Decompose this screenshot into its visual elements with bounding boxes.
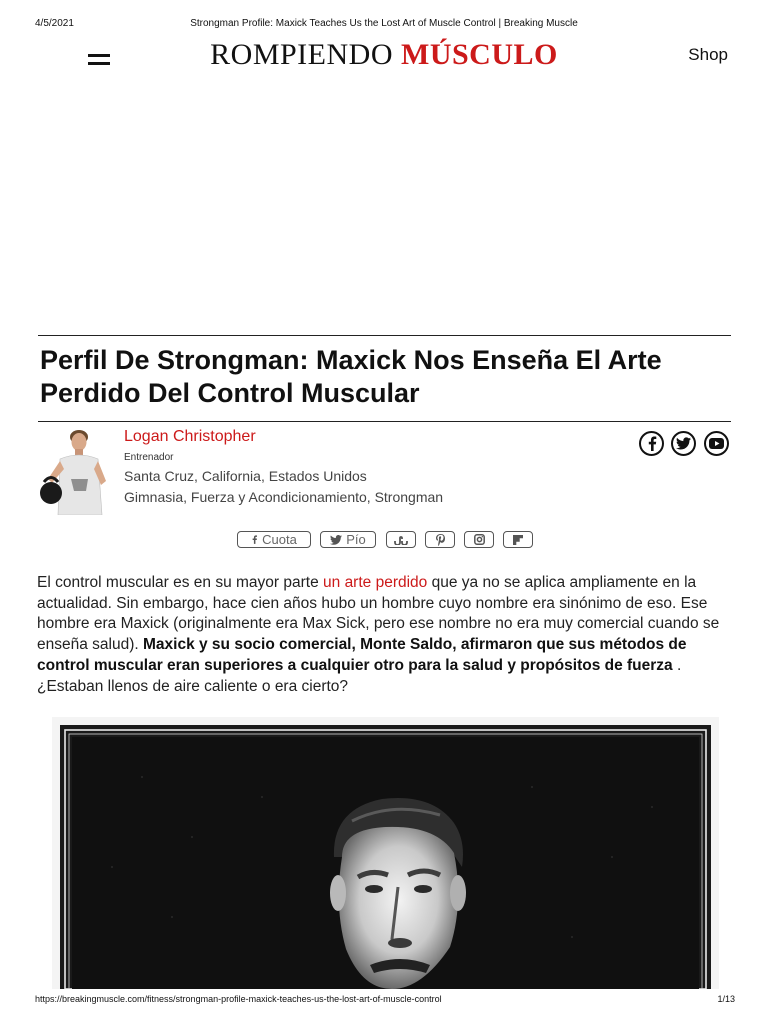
youtube-icon[interactable]	[704, 431, 729, 456]
share-stumbleupon-button[interactable]	[386, 531, 416, 548]
print-date: 4/5/2021	[35, 18, 74, 29]
article-title: Perfil De Strongman: Maxick Nos Enseña El Arte Perdido Del Control Muscular	[40, 345, 662, 408]
intro-text-1: El control muscular es en su mayor parte	[37, 574, 324, 591]
share-toolbar	[0, 531, 768, 551]
logo-word-rompiendo: ROMPIENDO	[210, 38, 393, 71]
flipboard-icon	[513, 535, 523, 545]
author-name-link[interactable]: Logan Christopher	[124, 428, 256, 445]
facebook-icon	[251, 534, 258, 545]
share-facebook-button[interactable]	[237, 531, 311, 548]
share-twitter-label: Pío	[346, 532, 366, 547]
author-topics: Gimnasia, Fuerza y Acondicionamiento, Strongman	[124, 489, 444, 505]
article-intro-paragraph	[37, 573, 737, 697]
print-url: https://breakingmuscle.com/fitness/strongman-profile-maxick-teaches-us-the-lost-art-of-muscle-control	[35, 994, 442, 1004]
maxick-vintage-photo	[52, 717, 719, 989]
shop-link[interactable]: Shop	[688, 45, 728, 64]
share-instagram-button[interactable]	[464, 531, 494, 548]
author-location: Santa Cruz, California, Estados Unidos	[124, 468, 367, 484]
logo-word-musculo: MÚSCULO	[401, 38, 558, 71]
share-facebook-label: Cuota	[262, 532, 297, 547]
instagram-icon	[474, 534, 485, 545]
share-flipboard-button[interactable]	[503, 531, 533, 548]
divider-bottom	[38, 421, 731, 422]
ad-space	[38, 90, 731, 330]
stumbleupon-icon	[394, 535, 408, 545]
share-pinterest-button[interactable]	[425, 531, 455, 548]
print-page-number: 1/13	[717, 994, 735, 1004]
lost-art-link[interactable]: un arte perdido	[323, 574, 428, 591]
facebook-icon[interactable]	[639, 431, 664, 456]
print-doc-title: Strongman Profile: Maxick Teaches Us the Lost Art of Muscle Control | Breaking Muscle	[190, 18, 578, 29]
twitter-icon	[330, 535, 342, 545]
pinterest-icon	[436, 534, 445, 546]
intro-bold-text: Maxick y su socio comercial, Monte Saldo, afirmaron que sus métodos de control muscular eran superiores a cualquier otro para la salud y propósitos de fuerza	[37, 636, 687, 674]
intro-text-2: que ya no se aplica ampliamente en la actualidad. Sin embargo, hace cien años hubo un hombre cuyo nombre era sinónimo de eso. Ese hombre era Maxick (originalmente era Max Sick, pero ese nombre no era muy comercial cuando se enseña salud).	[37, 574, 720, 654]
share-twitter-button[interactable]	[320, 531, 376, 548]
intro-text-3: . ¿Estaban llenos de aire caliente o era cierto?	[37, 656, 682, 695]
author-role: Entrenador	[124, 452, 174, 463]
author-avatar[interactable]	[38, 427, 112, 515]
divider-top	[38, 335, 731, 336]
twitter-icon[interactable]	[671, 431, 696, 456]
site-logo[interactable]	[0, 38, 768, 72]
